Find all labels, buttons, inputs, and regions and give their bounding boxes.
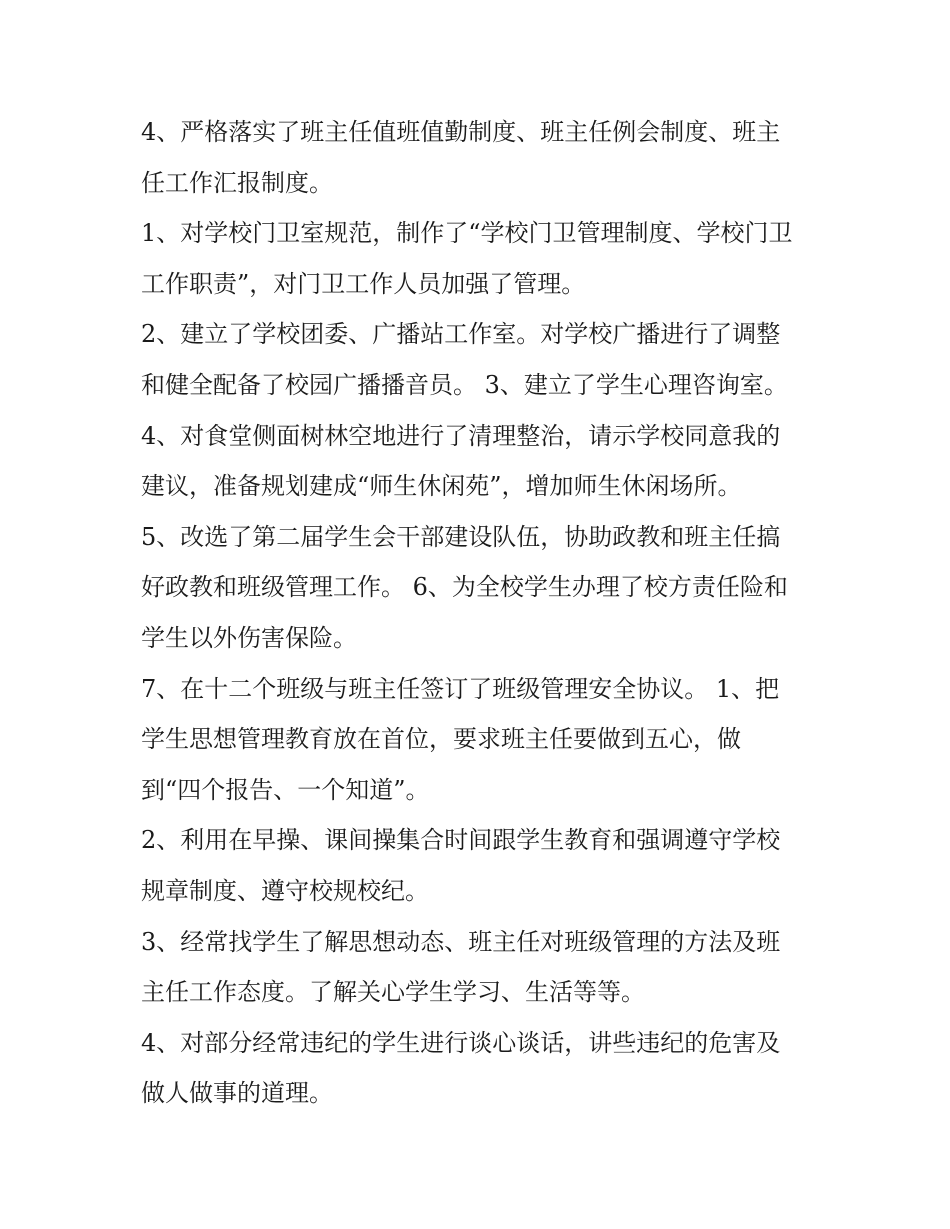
text-line: 1、对学校门卫室规范，制作了“学校门卫管理制度、学校门卫 [141, 219, 793, 248]
text-line: 任工作汇报制度。 [141, 168, 333, 197]
text-line: 4、严格落实了班主任值班值勤制度、班主任例会制度、班主 [141, 118, 781, 146]
document-body [141, 107, 821, 1119]
text-line: 好政教和班级管理工作。 6、为全校学生办理了校方责任险和 [141, 573, 788, 602]
text-line: 5、改选了第二届学生会干部建设队伍，协助政教和班主任搞 [141, 522, 781, 551]
text-line: 2、利用在早操、课间操集合时间跟学生教育和强调遵守学校 [141, 826, 781, 855]
text-line: 主任工作态度。了解关心学生学习、生活等等。 [141, 978, 645, 1007]
text-line: 学生以外伤害保险。 [141, 623, 357, 652]
text-line: 到“四个报告、一个知道”。 [141, 775, 430, 804]
text-line: 2、建立了学校团委、广播站工作室。对学校广播进行了调整 [141, 320, 781, 349]
text-line: 和健全配备了校园广播播音员。 3、建立了学生心理咨询室。 [141, 370, 788, 399]
text-line: 7、在十二个班级与班主任签订了班级管理安全协议。 1、把 [141, 674, 780, 703]
text-line: 做人做事的道理。 [141, 1079, 333, 1108]
text-line: 学生思想管理教育放在首位，要求班主任要做到五心，做 [141, 725, 741, 754]
text-line: 规章制度、遵守校规校纪。 [141, 876, 429, 905]
text-line: 建议，准备规划建成“师生休闲苑”，增加师生休闲场所。 [141, 472, 742, 501]
text-line: 4、对部分经常违纪的学生进行谈心谈话，讲些违纪的危害及 [141, 1028, 781, 1057]
text-line: 3、经常找学生了解思想动态、班主任对班级管理的方法及班 [141, 927, 781, 956]
text-line: 工作职责”，对门卫工作人员加强了管理。 [141, 269, 586, 298]
text-line: 4、对食堂侧面树林空地进行了清理整治，请示学校同意我的 [141, 421, 781, 450]
